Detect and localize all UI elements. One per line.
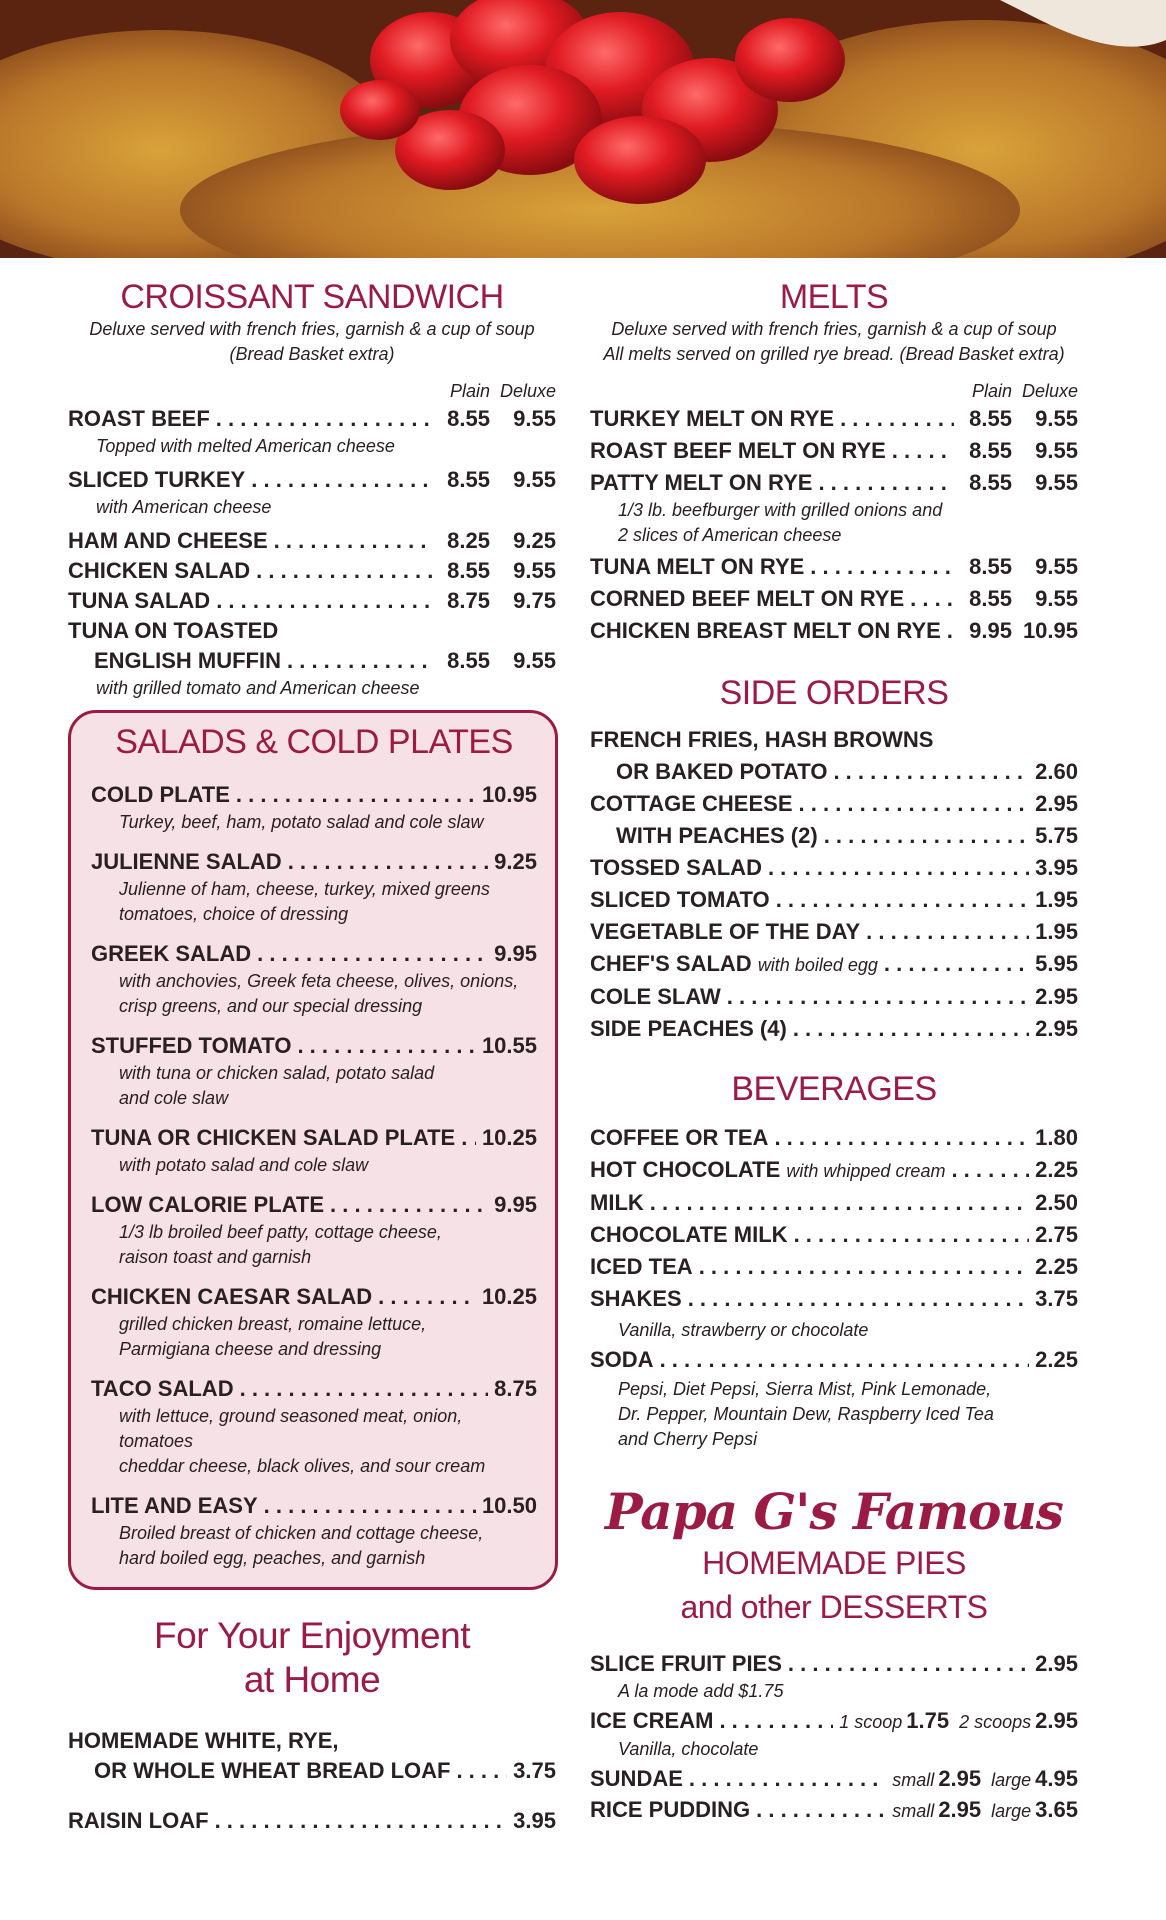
menu-item: [590, 1764, 1078, 1795]
menu-item: [590, 616, 1078, 646]
item-name: SUNDAE: [590, 1766, 683, 1791]
section-note: Deluxe served with french fries, garnish & a cup of soup: [611, 319, 1057, 339]
menu-item: [590, 1706, 1078, 1762]
deluxe-price: 9.25: [513, 528, 556, 553]
plain-price: 8.55: [447, 467, 490, 492]
item-price: 2.95: [1035, 1651, 1078, 1676]
item-description: with American cheese: [96, 497, 272, 517]
item-name: LITE AND EASY: [91, 1493, 258, 1518]
item-price: 2.25: [1035, 1254, 1078, 1279]
item-description: grilled chicken breast, romaine lettuce,: [119, 1314, 427, 1334]
item-name: HOMEMADE WHITE, RYE,: [68, 1728, 339, 1753]
item-price: 2.95: [1035, 1708, 1078, 1733]
item-price: 2.95: [938, 1797, 982, 1822]
hero-photo: [0, 0, 1166, 258]
menu-item: [91, 847, 537, 927]
item-description: Dr. Pepper, Mountain Dew, Raspberry Iced Tea: [618, 1404, 994, 1424]
item-name: TACO SALAD: [91, 1376, 234, 1401]
item-description: crisp greens, and our special dressing: [119, 996, 423, 1016]
item-description: hard boiled egg, peaches, and garnish: [119, 1548, 426, 1568]
item-price: 10.95: [481, 782, 537, 807]
item-description: 2 slices of American cheese: [618, 525, 842, 545]
item-name: CORNED BEEF MELT ON RYE: [590, 586, 905, 611]
plain-price: 8.55: [969, 470, 1012, 495]
item-name: SODA: [590, 1347, 654, 1372]
menu-item: [68, 556, 556, 586]
plain-label: Plain: [449, 381, 490, 401]
menu-item: [590, 982, 1078, 1012]
size-label: large: [991, 1801, 1032, 1821]
menu-item: [68, 1726, 556, 1786]
item-price: 9.25: [494, 849, 537, 874]
menu-item: [68, 1806, 556, 1836]
item-price: 2.95: [1035, 1016, 1078, 1041]
section-title-home: For Your Enjoyment: [154, 1615, 470, 1656]
size-label: small: [892, 1801, 935, 1821]
menu-item: [91, 1031, 537, 1111]
item-price: 3.95: [1035, 855, 1078, 880]
script-title-papa-g: Papa G's Famous: [605, 1482, 1063, 1541]
item-name: STUFFED TOMATO: [91, 1033, 292, 1058]
item-price: 1.95: [1035, 919, 1078, 944]
section-title-beverages: BEVERAGES: [731, 1070, 937, 1108]
item-name: CHICKEN SALAD: [68, 558, 251, 583]
item-name: WITH PEACHES (2): [616, 823, 818, 848]
section-title-salads: SALADS & COLD PLATES: [115, 723, 513, 761]
item-price: 4.95: [1035, 1766, 1078, 1791]
menu-item: [590, 1155, 1078, 1186]
item-description: with tuna or chicken salad, potato salad: [119, 1063, 435, 1083]
item-name: RICE PUDDING: [590, 1797, 751, 1822]
section-title-home: at Home: [243, 1659, 381, 1700]
menu-item: [590, 885, 1078, 915]
item-name: ROAST BEEF MELT ON RYE: [590, 438, 886, 463]
menu-item: [590, 1795, 1078, 1826]
menu-item: [590, 821, 1078, 851]
item-name: TUNA ON TOASTED: [68, 618, 279, 643]
item-price: 2.95: [938, 1766, 982, 1791]
section-title-croissant: CROISSANT SANDWICH: [120, 278, 504, 316]
item-price: 10.55: [481, 1033, 537, 1058]
item-price: 2.95: [1035, 984, 1078, 1009]
item-name: TOSSED SALAD: [590, 855, 762, 880]
item-description: Turkey, beef, ham, potato salad and cole slaw: [119, 812, 484, 832]
item-price: 5.75: [1035, 823, 1078, 848]
item-name: LOW CALORIE PLATE: [91, 1192, 325, 1217]
menu-item: [91, 1123, 537, 1178]
item-price: 2.75: [1035, 1222, 1078, 1247]
item-name: COTTAGE CHEESE: [590, 791, 793, 816]
plain-label: Plain: [971, 381, 1012, 401]
crepes-strawberries-image: [0, 0, 1166, 258]
plain-price: 8.75: [447, 588, 490, 613]
deluxe-price: 9.55: [1035, 586, 1078, 611]
item-description: and cole slaw: [119, 1088, 229, 1108]
item-name: CHOCOLATE MILK: [590, 1222, 788, 1247]
menu-item: [68, 586, 556, 616]
item-price: 1.80: [1035, 1125, 1078, 1150]
plain-price: 8.55: [969, 438, 1012, 463]
item-name: COLD PLATE: [91, 782, 230, 807]
plain-price: 8.25: [447, 528, 490, 553]
salads-section: [68, 710, 558, 1590]
item-description: with grilled tomato and American cheese: [96, 678, 420, 698]
item-description: with potato salad and cole slaw: [119, 1155, 369, 1175]
croissant-section: [68, 278, 556, 701]
plain-price: 8.55: [969, 586, 1012, 611]
menu-item: [590, 1649, 1078, 1704]
item-name: SLICED TOMATO: [590, 887, 770, 912]
menu-item: [590, 404, 1078, 434]
item-description: Julienne of ham, cheese, turkey, mixed greens: [119, 879, 490, 899]
menu-item: [590, 436, 1078, 466]
menu-item: [590, 584, 1078, 614]
menu-item: [590, 1345, 1078, 1452]
item-name: MILK: [590, 1190, 644, 1215]
menu-item: [68, 526, 556, 556]
section-title-sides: SIDE ORDERS: [719, 674, 949, 712]
item-name: JULIENNE SALAD: [91, 849, 282, 874]
menu-item: [91, 1491, 537, 1571]
item-price: 2.25: [1035, 1157, 1078, 1182]
menu-item: [68, 616, 556, 701]
deluxe-price: 9.55: [1035, 406, 1078, 431]
deluxe-price: 9.75: [513, 588, 556, 613]
section-note: All melts served on grilled rye bread. (Bread Basket extra): [603, 344, 1065, 364]
item-name: ENGLISH MUFFIN: [94, 648, 281, 673]
menu-item: [590, 1014, 1078, 1044]
deluxe-price: 9.55: [1035, 554, 1078, 579]
menu-item: [590, 725, 1078, 787]
item-name: PATTY MELT ON RYE: [590, 470, 813, 495]
item-price: 10.50: [481, 1493, 537, 1518]
item-price: 3.95: [513, 1808, 556, 1833]
item-description: raison toast and garnish: [119, 1247, 312, 1267]
item-description: cheddar cheese, black olives, and sour cream: [119, 1456, 486, 1476]
section-title-desserts: and other DESSERTS: [680, 1589, 988, 1625]
section-note: Deluxe served with french fries, garnish & a cup of soup: [89, 319, 535, 339]
item-price: 2.50: [1035, 1190, 1078, 1215]
menu-item: [91, 939, 537, 1019]
item-description: with anchovies, Greek feta cheese, olives, onions,: [119, 971, 519, 991]
item-description: Pepsi, Diet Pepsi, Sierra Mist, Pink Lemonade,: [618, 1379, 992, 1399]
item-name: COLE SLAW: [590, 984, 721, 1009]
menu-item: [91, 780, 537, 835]
menu-item: [590, 1123, 1078, 1153]
menu-item: [68, 465, 556, 520]
item-description: and Cherry Pepsi: [618, 1429, 758, 1449]
menu-item: [590, 468, 1078, 548]
right-column: [590, 278, 1078, 1826]
item-description: 1/3 lb. beefburger with grilled onions and: [618, 500, 943, 520]
item-name: SIDE PEACHES (4): [590, 1016, 787, 1041]
item-name: COFFEE OR TEA: [590, 1125, 769, 1150]
item-price: 5.95: [1035, 951, 1078, 976]
menu-item: [590, 853, 1078, 883]
plain-price: 9.95: [969, 618, 1012, 643]
deluxe-price: 9.55: [513, 406, 556, 431]
item-name: TUNA SALAD: [68, 588, 211, 613]
item-name: FRENCH FRIES, HASH BROWNS: [590, 727, 934, 752]
item-price: 3.75: [1035, 1286, 1078, 1311]
plain-price: 8.55: [969, 554, 1012, 579]
item-name: OR WHOLE WHEAT BREAD LOAF: [94, 1758, 451, 1783]
item-name: TURKEY MELT ON RYE: [590, 406, 835, 431]
item-name: SLICED TURKEY: [68, 467, 246, 492]
item-name: ICE CREAM: [590, 1708, 714, 1733]
deluxe-price: 9.55: [513, 648, 556, 673]
plain-price: 8.55: [447, 648, 490, 673]
item-name: ROAST BEEF: [68, 406, 210, 431]
plain-price: 8.55: [447, 406, 490, 431]
item-name: CHEF'S SALAD with boiled egg: [590, 951, 878, 976]
item-price: 3.65: [1035, 1797, 1078, 1822]
item-name: CHICKEN CAESAR SALAD: [91, 1284, 373, 1309]
menu-item: [590, 917, 1078, 947]
price-header: [590, 381, 1078, 402]
item-name: VEGETABLE OF THE DAY: [590, 919, 861, 944]
menu-item: [91, 1282, 537, 1362]
item-name: GREEK SALAD: [91, 941, 252, 966]
plain-price: 8.55: [969, 406, 1012, 431]
price-header: [68, 381, 556, 402]
item-name: RAISIN LOAF: [68, 1808, 209, 1833]
home-section: [68, 1614, 556, 1836]
size-label: large: [991, 1770, 1032, 1790]
item-name: SHAKES: [590, 1286, 682, 1311]
item-name: TUNA OR CHICKEN SALAD PLATE: [91, 1125, 456, 1150]
item-description: A la mode add $1.75: [618, 1681, 784, 1701]
section-title-desserts: HOMEMADE PIES: [702, 1545, 966, 1581]
item-name: ICED TEA: [590, 1254, 693, 1279]
item-name: HOT CHOCOLATE with whipped cream: [590, 1157, 946, 1182]
item-description: 1/3 lb broiled beef patty, cottage cheese,: [119, 1222, 442, 1242]
item-price: 9.95: [494, 1192, 537, 1217]
deluxe-price: 9.55: [513, 558, 556, 583]
menu-item: [590, 552, 1078, 582]
deluxe-label: Deluxe: [499, 381, 556, 401]
item-price: 1.75: [906, 1708, 950, 1733]
menu-item: [590, 789, 1078, 819]
item-price: 8.75: [494, 1376, 537, 1401]
item-name: SLICE FRUIT PIES: [590, 1651, 782, 1676]
size-label: small: [892, 1770, 935, 1790]
item-description: with lettuce, ground seasoned meat, onion, tomatoes: [119, 1406, 463, 1451]
deluxe-price: 9.55: [1035, 470, 1078, 495]
item-description: tomatoes, choice of dressing: [119, 904, 349, 924]
item-name: CHICKEN BREAST MELT ON RYE: [590, 618, 941, 643]
item-price: 3.75: [513, 1758, 556, 1783]
item-price: 2.60: [1035, 759, 1078, 784]
deluxe-label: Deluxe: [1021, 381, 1078, 401]
item-price: 2.25: [1035, 1347, 1078, 1372]
item-name: HAM AND CHEESE: [68, 528, 268, 553]
item-description: Vanilla, strawberry or chocolate: [618, 1320, 869, 1340]
item-price: 2.95: [1035, 791, 1078, 816]
section-note: (Bread Basket extra): [229, 344, 395, 364]
size-label: 2 scoops: [959, 1712, 1032, 1732]
item-name: TUNA MELT ON RYE: [590, 554, 805, 579]
section-title-melts: MELTS: [779, 278, 889, 316]
menu-item: [590, 1220, 1078, 1250]
menu-item: [68, 404, 556, 459]
menu-item: [590, 1252, 1078, 1282]
item-description: Vanilla, chocolate: [618, 1739, 759, 1759]
menu-item: [590, 949, 1078, 980]
menu-item: [590, 1284, 1078, 1343]
menu-item: [590, 1188, 1078, 1218]
item-price: 10.25: [481, 1284, 537, 1309]
menu-item: [91, 1190, 537, 1270]
menu-item: [91, 1374, 537, 1479]
deluxe-price: 9.55: [1035, 438, 1078, 463]
size-label: 1 scoop: [839, 1712, 903, 1732]
item-price: 10.25: [481, 1125, 537, 1150]
item-price: 1.95: [1035, 887, 1078, 912]
item-description: Topped with melted American cheese: [96, 436, 395, 456]
item-description: Broiled breast of chicken and cottage cheese,: [119, 1523, 484, 1543]
item-name: OR BAKED POTATO: [616, 759, 828, 784]
item-price: 9.95: [494, 941, 537, 966]
deluxe-price: 10.95: [1022, 618, 1078, 643]
deluxe-price: 9.55: [513, 467, 556, 492]
plain-price: 8.55: [447, 558, 490, 583]
item-description: Parmigiana cheese and dressing: [119, 1339, 382, 1359]
